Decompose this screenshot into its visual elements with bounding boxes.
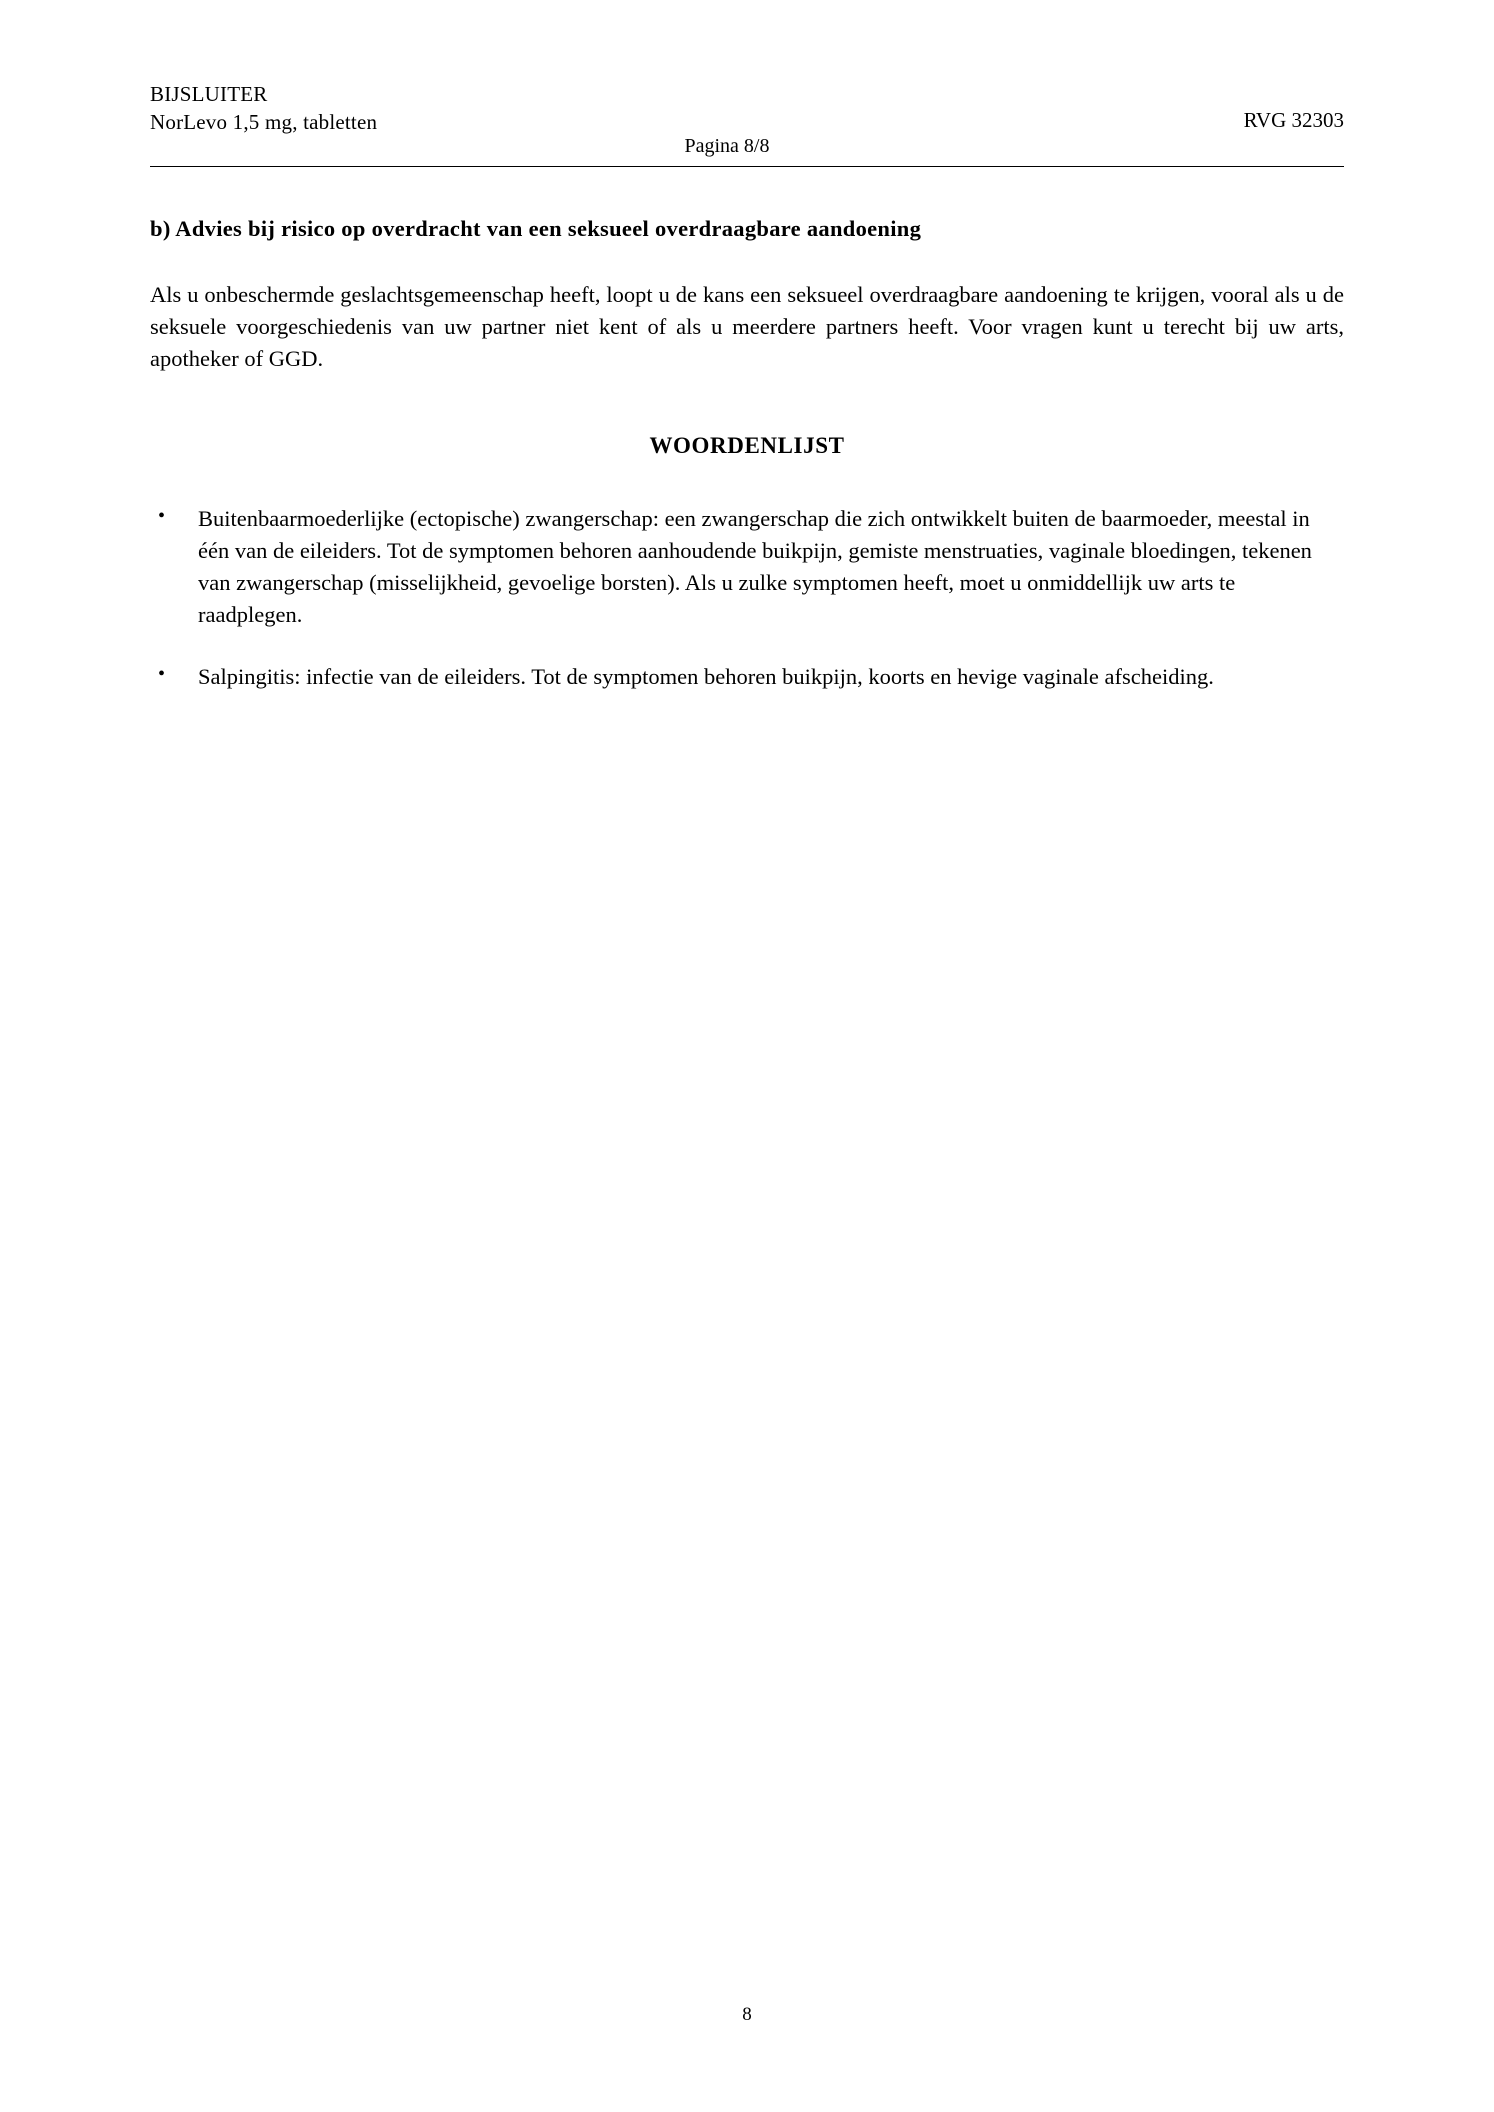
footer-page-number: 8	[742, 2004, 752, 2025]
bullet-icon: •	[158, 505, 166, 528]
section-heading: b) Advies bij risico op overdracht van een seksueel overdraagbare aandoening	[150, 215, 922, 241]
header-divider	[150, 166, 1344, 167]
bullet-icon: •	[158, 662, 166, 685]
list-item	[150, 661, 1344, 693]
list-item-text: Salpingitis: infectie van de eileiders. Tot de symptomen behoren buikpijn, koorts en hevige vaginale afscheiding.	[198, 663, 1214, 689]
document-type-label: BIJSLUITER	[150, 82, 268, 106]
section-paragraph: Als u onbeschermde geslachtsgemeenschap heeft, loopt u de kans een seksueel overdraagbare aandoening te krijgen, vooral als u de seksuele voorgeschiedenis van uw partner niet kent of als u meerdere partners heeft. Voor vragen kunt u terecht bij uw arts, apotheker of GGD.	[150, 281, 1344, 371]
page-indicator-label: Pagina 8/8	[684, 134, 770, 157]
list-item	[150, 503, 1344, 631]
list-item-text: Buitenbaarmoederlijke (ectopische) zwangerschap: een zwangerschap die zich ontwikkelt buiten de baarmoeder, meestal in één van de eileiders. Tot de symptomen behoren aanhoudende buikpijn, gemiste menstruaties, vaginale bloedingen, tekenen van zwangerschap (misselijkheid, gevoelige borsten). Als u zulke symptomen heeft, moet u onmiddellijk uw arts te raadplegen.	[198, 506, 1312, 627]
product-name-label: NorLevo 1,5 mg, tabletten	[150, 110, 378, 135]
page-header	[150, 80, 1344, 167]
registration-number-label: RVG 32303	[1243, 108, 1344, 132]
header-left-block	[150, 80, 377, 137]
page-content	[150, 213, 1344, 693]
glossary-list	[150, 503, 1344, 693]
header-top-row	[150, 80, 1344, 137]
glossary-title: WOORDENLIJST	[649, 433, 845, 459]
